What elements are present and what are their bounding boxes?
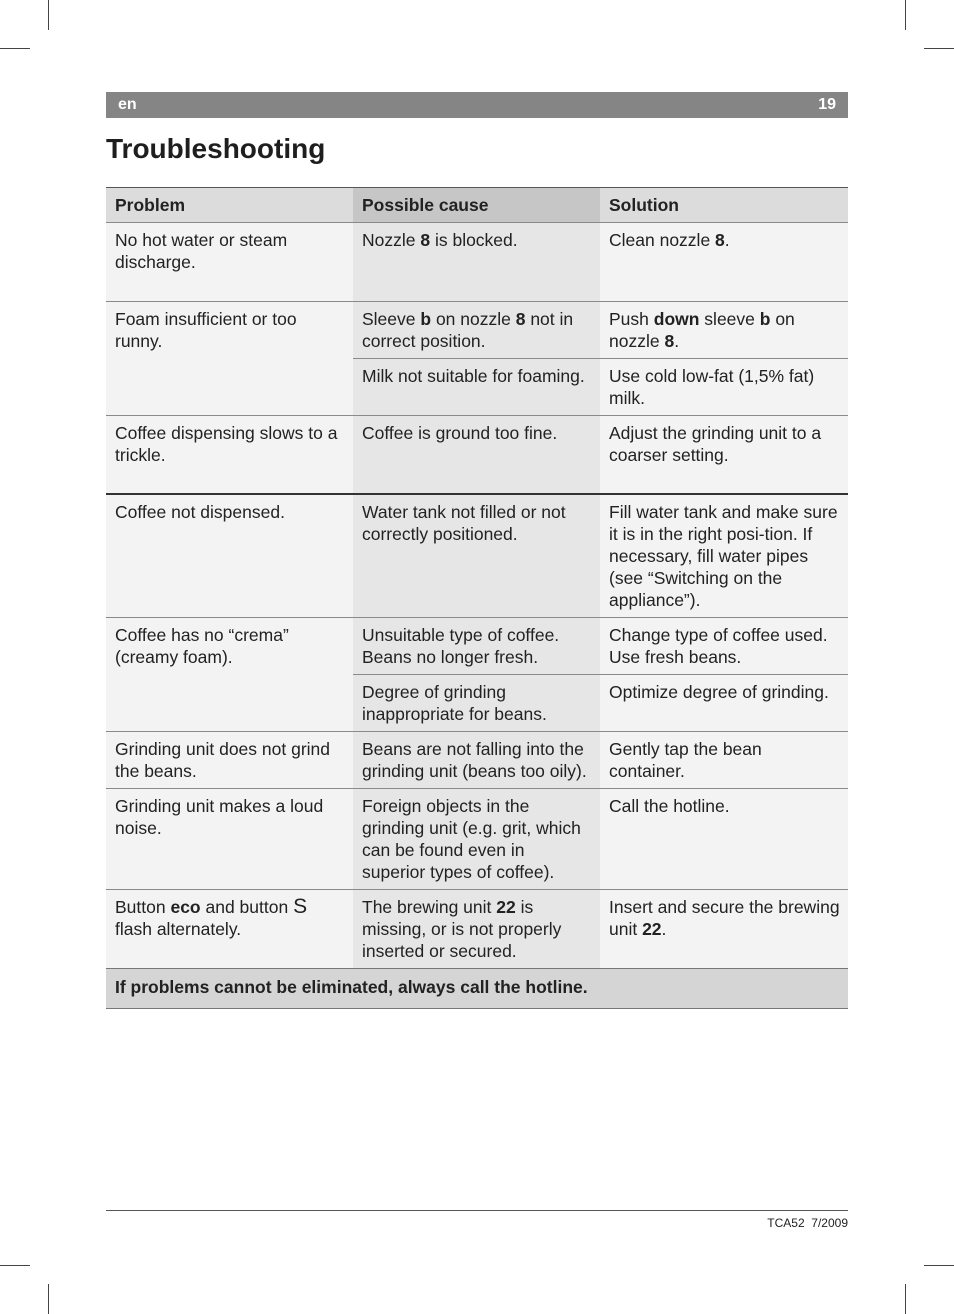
solution-cell: Fill water tank and make sure it is in the right posi-tion. If necessary, fill water pipes (see “Switching on the appliance”). [600,494,848,618]
table-row [106,890,848,969]
cause-cell: Sleeve b on nozzle 8 not in correct position. [353,302,600,359]
footer-rule [106,1210,848,1211]
problem-cell: Foam insufficient or too runny. [106,302,353,416]
cause-cell: Degree of grinding inappropriate for beans. [353,675,600,732]
crop-mark [924,1265,954,1266]
model-number: TCA52 [767,1216,805,1230]
table-footer-row [106,969,848,1009]
problem-cell: No hot water or steam discharge. [106,223,353,302]
crop-mark [48,0,49,30]
crop-mark [0,1265,30,1266]
cause-cell: Unsuitable type of coffee. Beans no longer fresh. [353,618,600,675]
crop-mark [0,48,30,49]
table-row [106,223,848,302]
crop-mark [924,48,954,49]
problem-cell: Grinding unit does not grind the beans. [106,732,353,789]
cause-cell: Coffee is ground too fine. [353,416,600,495]
solution-cell: Adjust the grinding unit to a coarser setting. [600,416,848,495]
table-row [106,732,848,789]
solution-cell: Call the hotline. [600,789,848,890]
s-button-symbol: S [293,895,308,918]
solution-cell: Optimize degree of grinding. [600,675,848,732]
cause-cell: Beans are not falling into the grinding unit (beans too oily). [353,732,600,789]
page-title: Troubleshooting [106,133,326,164]
table-header-row [106,188,848,223]
solution-cell: Use cold low-fat (1,5% fat) milk. [600,359,848,416]
table-row [106,494,848,618]
problem-cell: Button eco and button S flash alternately. [106,890,353,969]
column-header-problem: Problem [106,188,353,223]
crop-mark [905,0,906,30]
solution-cell: Change type of coffee used. Use fresh beans. [600,618,848,675]
publication-date: 7/2009 [811,1216,848,1230]
problem-cell: Coffee not dispensed. [106,494,353,618]
language-code: en [118,96,137,113]
cause-cell: The brewing unit 22 is missing, or is not properly inserted or secured. [353,890,600,969]
page-header-bar [106,92,848,118]
hotline-note: If problems cannot be eliminated, always call the hotline. [106,969,848,1009]
solution-cell: Gently tap the bean container. [600,732,848,789]
troubleshooting-table [106,187,848,1009]
table-row [106,618,848,675]
table-row [106,789,848,890]
cause-cell: Milk not suitable for foaming. [353,359,600,416]
solution-cell: Insert and secure the brewing unit 22. [600,890,848,969]
problem-cell: Coffee dispensing slows to a trickle. [106,416,353,495]
problem-cell: Grinding unit makes a loud noise. [106,789,353,890]
table-row [106,302,848,359]
page-footer [767,1216,848,1230]
cause-cell: Water tank not filled or not correctly positioned. [353,494,600,618]
column-header-possible-cause: Possible cause [353,188,600,223]
problem-cell: Coffee has no “crema” (creamy foam). [106,618,353,732]
crop-mark [48,1284,49,1314]
cause-cell: Nozzle 8 is blocked. [353,223,600,302]
crop-mark [905,1284,906,1314]
table-row [106,416,848,495]
solution-cell: Clean nozzle 8. [600,223,848,302]
solution-cell: Push down sleeve b on nozzle 8. [600,302,848,359]
cause-cell: Foreign objects in the grinding unit (e.g. grit, which can be found even in superior types of coffee). [353,789,600,890]
page-number: 19 [818,96,836,113]
column-header-solution: Solution [600,188,848,223]
